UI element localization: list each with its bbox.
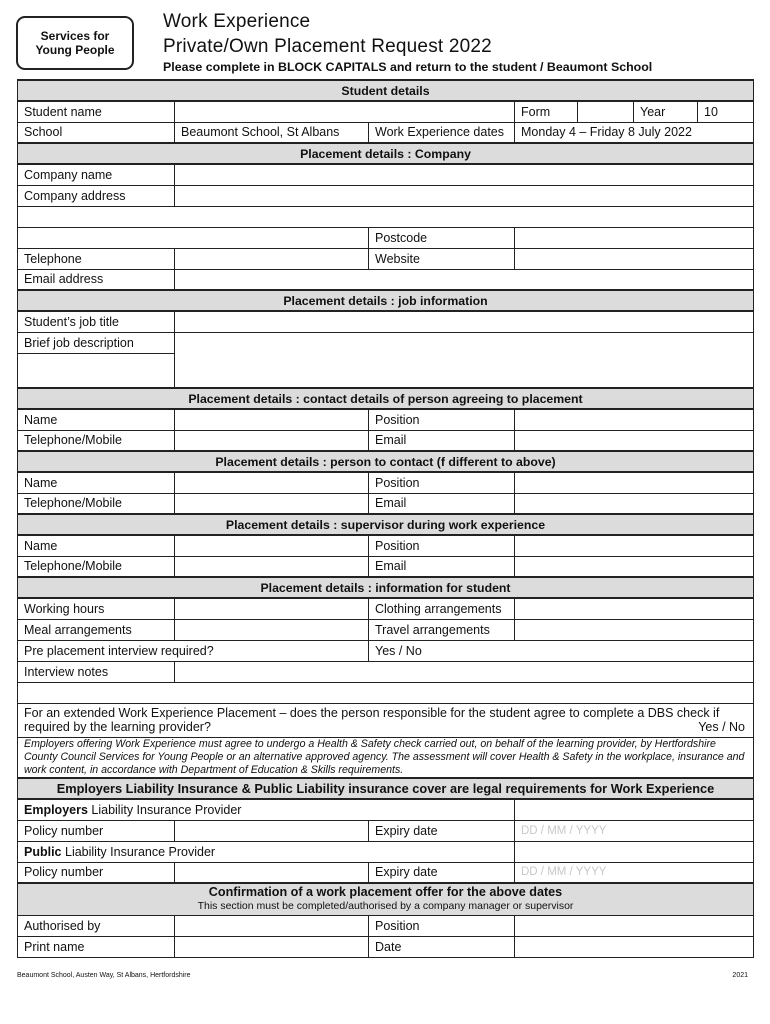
travel-field[interactable] [515, 619, 754, 640]
company-name-label: Company name [18, 164, 175, 185]
agreeing-name-label: Name [18, 409, 175, 430]
confirm-date-field[interactable] [515, 936, 754, 957]
employers-expiry-label: Expiry date [369, 820, 515, 841]
authorised-by-field[interactable] [175, 915, 369, 936]
company-email-label: Email address [18, 269, 175, 290]
company-name-field[interactable] [175, 164, 754, 185]
company-address-line-2[interactable] [18, 206, 754, 227]
dbs-question-cell [18, 703, 754, 737]
company-address-line-3[interactable] [18, 227, 369, 248]
interview-notes-label: Interview notes [18, 661, 175, 682]
contact-email-label: Email [369, 493, 515, 514]
student-name-label: Student name [18, 101, 175, 122]
school-value: Beaumont School, St Albans [175, 122, 369, 143]
footer-address: Beaumont School, Austen Way, St Albans, Hertfordshire [17, 972, 191, 979]
public-policy-field[interactable] [175, 862, 369, 883]
work-experience-dates-label: Work Experience dates [369, 122, 515, 143]
clothing-field[interactable] [515, 598, 754, 619]
contact-email-field[interactable] [515, 493, 754, 514]
employers-expiry-field[interactable]: DD / MM / YYYY [515, 820, 754, 841]
confirm-date-label: Date [369, 936, 515, 957]
company-telephone-field[interactable] [175, 248, 369, 269]
form-subtitle-title: Private/Own Placement Request 2022 [163, 36, 492, 57]
job-description-label: Brief job description [18, 332, 175, 353]
job-title-field[interactable] [175, 311, 754, 332]
interview-question: Pre placement interview required? [18, 640, 369, 661]
employers-rest: Liability Insurance Provider [87, 802, 242, 817]
contact-heading: Placement details : person to contact (f different to above) [18, 451, 754, 472]
employers-bold: Employers [24, 802, 88, 817]
instructions: Please complete in BLOCK CAPITALS and return to the student / Beaumont School [163, 60, 653, 74]
company-heading: Placement details : Company [18, 143, 754, 164]
website-field[interactable] [515, 248, 754, 269]
year-label: Year [634, 101, 698, 122]
postcode-label: Postcode [369, 227, 515, 248]
school-label: School [18, 122, 175, 143]
agreeing-email-field[interactable] [515, 430, 754, 451]
job-description-field[interactable] [175, 332, 754, 388]
company-email-field[interactable] [175, 269, 754, 290]
public-rest: Liability Insurance Provider [61, 844, 216, 859]
agreeing-email-label: Email [369, 430, 515, 451]
supervisor-heading: Placement details : supervisor during work experience [18, 514, 754, 535]
form-title: Work Experience [163, 11, 311, 32]
employers-policy-field[interactable] [175, 820, 369, 841]
contact-name-label: Name [18, 472, 175, 493]
employers-policy-label: Policy number [18, 820, 175, 841]
work-experience-dates-value: Monday 4 – Friday 8 July 2022 [515, 122, 754, 143]
public-expiry-field[interactable]: DD / MM / YYYY [515, 862, 754, 883]
public-provider-label [18, 841, 515, 862]
contact-position-label: Position [369, 472, 515, 493]
insurance-heading: Employers Liability Insurance & Public Liability insurance cover are legal requirements for Work Experience [18, 778, 754, 799]
public-bold: Public [24, 844, 62, 859]
job-heading: Placement details : job information [18, 290, 754, 311]
logo-line-1: Services for [40, 29, 110, 43]
request-form-table [17, 79, 754, 958]
confirmation-heading-cell [18, 883, 754, 915]
travel-label: Travel arrangements [369, 619, 515, 640]
contact-name-field[interactable] [175, 472, 369, 493]
job-description-spacer [18, 353, 175, 388]
company-address-label: Company address [18, 185, 175, 206]
form-label: Form [515, 101, 578, 122]
supervisor-email-label: Email [369, 556, 515, 577]
website-label: Website [369, 248, 515, 269]
dbs-question: For an extended Work Experience Placement – does the person responsible for the student agree to complete a DBS check if required by the learning provider? [24, 706, 720, 734]
agreeing-phone-label: Telephone/Mobile [18, 430, 175, 451]
confirmation-heading: Confirmation of a work placement offer for the above dates [208, 885, 563, 900]
authorised-by-label: Authorised by [18, 915, 175, 936]
employers-provider-label [18, 799, 515, 820]
clothing-label: Clothing arrangements [369, 598, 515, 619]
health-safety-note: Employers offering Work Experience must agree to undergo a Health & Safety check carried out, on behalf of the learning provider, by Hertfordshire County Council Services for Young People or an alternative approved agency. The assessment will cover Health & Safety in the workplace, insurance and work content, in accordance with Department of Education & Skills requirements. [18, 737, 754, 778]
meal-field[interactable] [175, 619, 369, 640]
print-name-label: Print name [18, 936, 175, 957]
supervisor-name-label: Name [18, 535, 175, 556]
contact-position-field[interactable] [515, 472, 754, 493]
agreeing-phone-field[interactable] [175, 430, 369, 451]
interview-yes-no[interactable]: Yes / No [369, 640, 754, 661]
confirm-position-label: Position [369, 915, 515, 936]
public-provider-field[interactable] [515, 841, 754, 862]
supervisor-position-label: Position [369, 535, 515, 556]
contact-phone-field[interactable] [175, 493, 369, 514]
company-telephone-label: Telephone [18, 248, 175, 269]
supervisor-email-field[interactable] [515, 556, 754, 577]
agreeing-name-field[interactable] [175, 409, 369, 430]
confirmation-subheading: This section must be completed/authorised by a company manager or supervisor [197, 900, 574, 913]
agreeing-position-field[interactable] [515, 409, 754, 430]
interview-notes-field[interactable] [175, 661, 754, 682]
print-name-field[interactable] [175, 936, 369, 957]
interview-notes-line-2[interactable] [18, 682, 754, 703]
supervisor-name-field[interactable] [175, 535, 369, 556]
supervisor-phone-label: Telephone/Mobile [18, 556, 175, 577]
meal-label: Meal arrangements [18, 619, 175, 640]
job-title-label: Student’s job title [18, 311, 175, 332]
confirm-position-field[interactable] [515, 915, 754, 936]
public-policy-label: Policy number [18, 862, 175, 883]
info-heading: Placement details : information for student [18, 577, 754, 598]
postcode-field[interactable] [515, 227, 754, 248]
contact-phone-label: Telephone/Mobile [18, 493, 175, 514]
working-hours-field[interactable] [175, 598, 369, 619]
company-address-field[interactable] [175, 185, 754, 206]
agreeing-heading: Placement details : contact details of person agreeing to placement [18, 388, 754, 409]
student-details-heading: Student details [18, 80, 754, 101]
agreeing-position-label: Position [369, 409, 515, 430]
services-logo [16, 16, 134, 70]
supervisor-phone-field[interactable] [175, 556, 369, 577]
year-value[interactable]: 10 [698, 101, 754, 122]
logo-line-2: Young People [35, 43, 115, 57]
working-hours-label: Working hours [18, 598, 175, 619]
public-expiry-label: Expiry date [369, 862, 515, 883]
supervisor-position-field[interactable] [515, 535, 754, 556]
dbs-yes-no[interactable]: Yes / No [698, 720, 745, 734]
employers-provider-field[interactable] [515, 799, 754, 820]
footer-year: 2021 [732, 972, 748, 979]
student-name-field[interactable] [175, 101, 515, 122]
form-field[interactable] [578, 101, 634, 122]
